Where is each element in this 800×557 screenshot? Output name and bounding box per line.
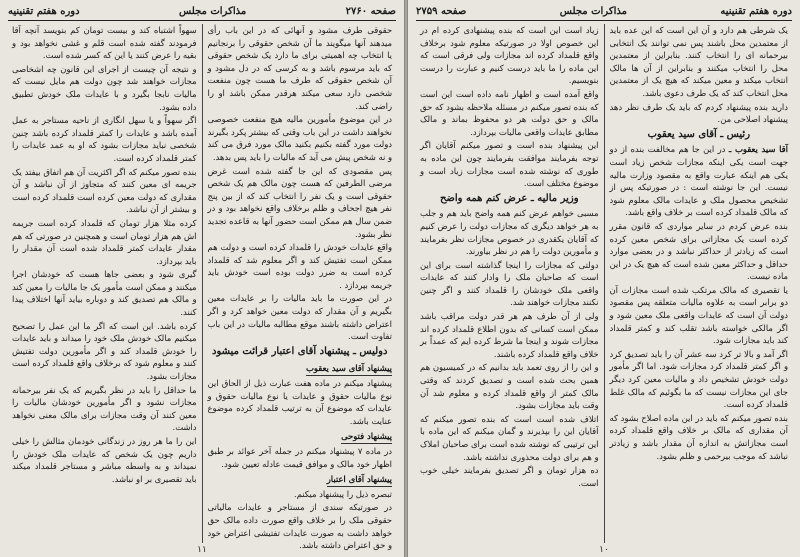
paragraph-text: در این جا هم مخالفت بنده از دو جهت است یکی اینکه مجازات شخص زیاد است یکی هم اینکه عبارت واقع به مقصود وزارت مالیه نیست. این جا نوشته است : در صورتیکه پس از تشخیص محصول ملک و عایدات مالک معلوم شود که مالک قلمداد کرده است بر خلاف واقع باشد. (609, 144, 788, 218)
paragraph-text: این پیشنهاد بنده است و تصور میکنم آقایان اگر توجه بفرمایند موافقت بفرمایند چون این ماده به طوری که نوشته شده است مجازات زیاد است و موضوع مختلف است. (420, 140, 599, 189)
proposal-heading: پیشنهاد فتوحی (341, 430, 392, 444)
paragraph (610, 284, 789, 347)
paragraph (420, 24, 599, 87)
right-page-header (416, 4, 792, 18)
paragraph-text: اگر آمد و بالا تر کرد سه عشر آن را باید تصدیق کرد و اگر کمتر قلمداد کرد مجازات شود. اما اگر مأمور دولت خودش تشخیص داد و مالیات معین کرد دیگر جای این مجازات نیست که ما بگوئیم که مالک غلط قلمداد کرده است. (609, 348, 788, 410)
paragraph (12, 63, 197, 113)
paragraph-text: این را ما هر روز در زندگانی خودمان مثالش را خیلی داریم چون یک شخص که عایدات ملک خودش را نمیداند و به واسطه مباشر و مستاجر قلمداد میکند باید تقصیری بر او نباشد. (12, 436, 197, 484)
paragraph-text: گیری شود و بعضی جاها هست که خودشان اجرا میکنند و ممکن است مأمور یک جا مالیات را معین کند و مالک هم تصدیق کند و دوباره بیاید آنها اختلاف پیدا کنند. (12, 269, 197, 318)
speaker-name: آقا سید یعقوب ـ (728, 144, 789, 155)
paragraph (12, 166, 197, 216)
column-divider (604, 24, 605, 543)
right-column-right (606, 24, 793, 543)
paragraph-text: زیاد است این است که بنده پیشنهادی کرده ام در این خصوص اولا در صورتیکه معلوم شود برخلاف واقع قلمداد کرده اند مجازات ولی فرقی است که این ماده را ما باید درست کنیم و عبارت را درست بنویسیم. (420, 25, 599, 86)
paragraph (420, 207, 599, 257)
paragraph-text: و این را از روی تعمد باید بدانیم که در کمیسیون هم همین بحث شده است و تصدیق کردند که وقتی مالک کمتر از واقع قلمداد کرده و معلوم شد آن وقت باید مجازات بشود. (420, 362, 599, 411)
paragraph-text: کرده باشد. این است که اگر ما این عمل را تصحیح میکنیم مالک خودش ملک خود را میداند و باید عایدات را خودش قلمداد کند و اگر مأمورین دولت تفتیش کنند و معلوم شود که برخلاف واقع قلمداد کرده است مجازات بشود. (12, 320, 197, 382)
paragraph (610, 24, 789, 100)
paragraph (420, 413, 599, 463)
left-column-right (204, 24, 397, 551)
paragraph-text: سهواً اشتباه کند و بیست تومان کم بنویسد آنچه آقا فرمودند گفته شده است قلم و غشی نخواهد بود و بقیه را عرض کنند یا این که کسر شده است. (12, 25, 197, 61)
paragraph-text: کرده مثلا هزار تومان که قلمداد کرده است جریمه اش هم هزار تومان است و همچنین در صورتی که هم مقدار عایدات کمتر قلمداد شده است آن مقدار را باید بپردازد. (12, 217, 197, 266)
paragraph (420, 88, 599, 138)
paragraph-text: اگر سهواً و یا سهل انگاری از ناحیه مستاجر به عمل آمده باشد و عایدات را کمتر قلمداد کرده باشد چنین شخصی نباید مجازات بشود که او به عمد عایدات را کمتر قلمداد کرده است. (12, 115, 197, 163)
paragraph (420, 310, 599, 360)
left-header-rule (8, 20, 396, 21)
section-title: وزیر مالیه ـ عرض کنم همه واضح (439, 192, 579, 204)
proposal-heading: پیشنهاد آقای اعتبار (327, 473, 392, 487)
section-title: دولیس ـ پیشنهاد آقای اعتبار قرائت میشود (212, 345, 388, 357)
paragraph-text: دولتی که مجازات را اینجا گذاشته است برای این است که صاحبان ملک را وادار کنند که عایدات واقعی ملک خودشان را قلمداد کنند و اگر چنین نکنند مجازات خواهند شد. (420, 259, 599, 308)
right-page-title: مذاکرات مجلس (559, 5, 627, 17)
paragraph (420, 259, 599, 309)
paragraph (610, 143, 789, 219)
right-page (408, 0, 800, 557)
paragraph-text: حقوقی طرف مشود و آنهائی که در این باب رأی میدهند آنها میگویند ما آن شخص حقوقی را برنجانیم یا انتخاب چه اهمیتی برای ما دارد یک شخص حقوقی که باید مرسوم باشد و به کرسی که در دل مشود و آن شخص حقوقی که طرف ما هست چون منفعت شخصی دارد سعی میکند هرقدر ممکن باشد او را راضی کند. (207, 25, 392, 111)
paragraph (208, 292, 393, 342)
column-divider (202, 24, 203, 543)
paragraph-text: بنده تصور میکنم که اگر اکثریت آن هم اتفاق بیفتد یک جریمه ای معین کنند که متجاوز از آن نباشد و آن مقداری که دولت معین کرده است قلمداد کرده است و بیشتر از آن نباشد. (12, 166, 197, 215)
left-page-number: صفحه ۲۷۶۰ (345, 5, 396, 17)
paragraph-text: ده هزار تومان و اگر تصدیق بفرمایند خیلی خوب است. (420, 465, 599, 488)
left-column-left (8, 24, 201, 543)
paragraph-text: در این موضوع مأمورین مالیه هیچ منفعت خصوصی نخواهند داشت در این باب وقتی که بیشتر پکرد بگیرند دولت مورد گفته بکنیم بکنید مالک مورد فرق می کند و نه شخص پیش می آید که مالیات را باید پس بدهد. (207, 114, 392, 162)
paragraph-text: واقع آمده است و اظهار نامه داده است این است که بنده تصور میکنم در مسئله ملاحظه بشود که حق مالک و حق دولت هر دو محفوظ بماند و مالک مطابق عایدات واقعی مالیات بپردازد. (420, 88, 599, 137)
paragraph (12, 114, 197, 164)
paragraph (420, 361, 599, 411)
paragraph-text: در این صورت ما باید مالیات را بر عایدات معین بگیریم و آن مقدار که دولت معین خواهد کرد و اگر اعتراض داشته باشند موقع مطالبه مالیات در این باب تفاوت است. (207, 293, 392, 342)
paragraph (420, 139, 599, 189)
paragraph (208, 24, 393, 112)
paragraph (610, 220, 789, 283)
subheading-wrapper (208, 360, 393, 377)
paragraph (12, 384, 197, 434)
paragraph (208, 165, 393, 241)
paragraph (420, 464, 599, 489)
paragraph (208, 488, 393, 501)
right-page-session: دوره هفتم تقنینیه (720, 5, 792, 17)
paragraph-text: واقع عایدات خودش را قلمداد کرده است و دولت هم ممکن است تفتیش کند و اگر معلوم شد که قلمداد کرده است به ضرر دولت بوده است خودش باید جریمه بپردازد . (207, 242, 392, 290)
paragraph-text: یک شرطی هم دارد و آن این است که این عده باید از معتمدین محل باشند پس نمی توانند یک انتخابی بیرحمانه ای را انتخاب کنند. بنابراین از معتمدین محل را انتخاب میکنند و بنابراین از آن ها مالک انتخاب میکند و معین میکند که هیچ یک از معتمدین محل انتخاب کند که یک طرف دعوی باشد. (609, 25, 788, 98)
left-page-header (8, 4, 396, 18)
right-page-columns (416, 24, 792, 543)
paragraph-text: ما حداقل را باید در نظر بگیریم که یک نفر بیرحمانه مجازات نشود و اگر مأمورین خودشان مالیات را معین کنند آن وقت مجازات برای مالک معنی نخواهد داشت. (12, 384, 197, 433)
proposal-heading: پیشنهاد آقای سید یعقوب (306, 362, 392, 376)
paragraph (208, 445, 393, 470)
paragraph (610, 348, 789, 411)
right-page-footer: ۱۰ (599, 545, 609, 555)
paragraph-text: دارید بنده پیشنهاد کردم که باید یک طرف نظر دهد پیشنهاد اصلاحی من. (609, 101, 788, 125)
paragraph-text: در صورتیکه سندی از مستاجر و عایدات مالیاتی حقوقی ملک را بر خلاف واقع صورت داده مالک حق خواهد داشت به صورت عایدات تفتیشی اعتراض خود و حق اعتراض داشته باشد. (207, 502, 392, 551)
paragraph-text: مسبی خواهم عرض کنم همه واضح باید هم و جلب به هر خواهد دیگری که مجازات دولت را عرض کنیم که آقایان یکقدری در خصوص مجازات نظر بفرمایند و مأمورین دولت را هم در نظر بیاورند. (420, 208, 599, 257)
paragraph (208, 377, 393, 427)
paragraph-text: بنده عرض کردم در سایر مواردی که قانون مقرر کرده است یک مجازاتی برای شخص معین کرده است که زیادتر از حداکثر نباشد و در بعضی موارد حداقل و حداکثر معین شده است که هیچ یک در این ماده نیست. (609, 220, 788, 282)
paragraph-text: ولی از آن طرف هم هر قدر دولت مراقب باشد ممکن است کسانی که بدون اطلاع قلمداد کرده اند مجازات شوند و اینجا ما شرط کرده ایم که عمداً بر خلاف واقع قلمداد کرده باشند. (420, 311, 599, 359)
right-header-rule (416, 20, 792, 21)
paragraph (208, 241, 393, 291)
paragraph (12, 217, 197, 267)
paragraph (12, 24, 197, 62)
paragraph-text: تبصره ذیل را پیشنهاد میکنم. (294, 488, 392, 499)
left-page-footer: ۱۱ (197, 545, 207, 555)
paragraph (208, 113, 393, 163)
paragraph-text: پیشنهاد میکنم در ماده هفت عبارت ذیل از الحاق این نوع مالیات حقوق و عایدات یا نوع مالیات حقوق و عایدات که موضوع آن به ترتیب قلمداد کرده موضوع عنایت باشد. (207, 378, 392, 426)
paragraph (610, 412, 789, 462)
right-page-number: صفحه ۲۷۵۹ (416, 5, 467, 17)
subheading-wrapper (208, 471, 393, 488)
paragraph (12, 268, 197, 318)
paragraph-text: و نتیجه آن چیست از اجرای این قانون چه اشخاصی مجازات خواهند شد چون دولت هم مایل نیست که مالیات نابجا بگیرد و با عایدات ملک خودش تطبیق داده بشود. (12, 63, 197, 112)
paragraph (12, 320, 197, 383)
paragraph-text: اتلاف شده است است که بنده تصور میکنم که آقایان این را بپذیرند و گمان میکنم که این ماده با این ترتیبی که نوشته شده است برای صاحبان املاک و هم برای دولت محذوری نداشته باشد. (420, 413, 599, 462)
paragraph (610, 101, 789, 126)
paragraph-text: یا تقصیری که مالک مرتکب شده است مجازات آن دو برابر است به علاوه مالیات متعلقه پس مقصود دولت آن است که عایدات واقعی ملک معین شود و اگر مالکی خواسته باشد تقلب کند و کمتر قلمداد کند باید مجازات شود. (609, 284, 788, 346)
paragraph-text: بنده تصور میکنم که باید در این ماده اصلاح بشود که آن مقداری که مالک بر خلاف واقع قلمداد کرده است مجازاتش به اندازه آن مقدار باشد و زیادتر نباشد که موجب بیرحمی و ظلم بشود. (609, 412, 788, 461)
subheading-wrapper (208, 428, 393, 445)
paragraph-text: پس مقصودی که این جا گفته شده است غرض مرضی الطرفین که هست چون مالک هم یک شخص حقوقی است و یک نفر را انتخاب کند که از بین پنج نفر هیچ اجحاف و ظلم برخلاف واقع نخواهد بود و در ضمن سال هم ممکن است حضور آنها به قاعده تجدید نظر بشود. (207, 165, 392, 239)
left-page-session: دوره هفتم تقنینیه (8, 5, 80, 17)
paragraph-text: در ماده ۷ پیشنهاد میکنم در جمله آخر عوائد بر طبق اظهار خود مالک و موافق قیمت عادله تعیین شود. (207, 446, 392, 469)
paragraph (12, 435, 197, 485)
section-title: رئیس ـ آقای سید یعقوب (647, 128, 751, 140)
left-page-title: مذاکرات مجلس (179, 5, 247, 17)
right-column-left (416, 24, 603, 543)
